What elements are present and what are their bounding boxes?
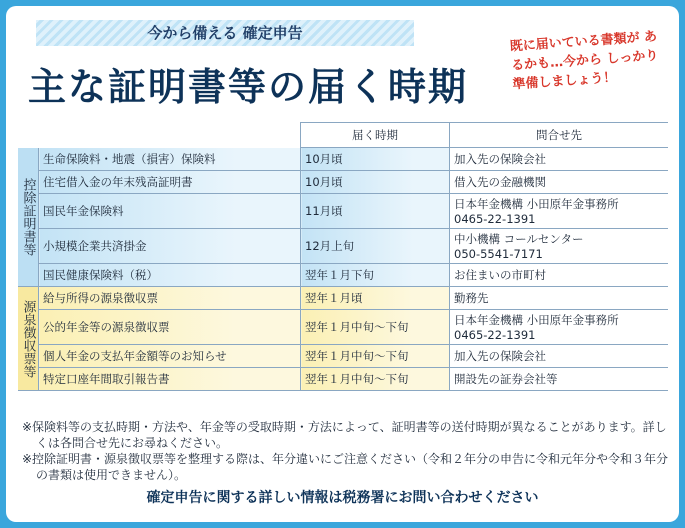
timing-cell: 10月頃 [301, 148, 450, 171]
contact-name: 加入先の保険会社 [454, 152, 546, 166]
timing-cell: 翌年１月中旬～下旬 [301, 345, 450, 368]
table-row [18, 287, 668, 310]
contact-phone: 0465-22-1391 [454, 212, 536, 226]
footnote: ※控除証明書・源泉徴収票等を整理する際は、年分違いにご注意ください（令和２年分の申告に令和元年分や令和３年分の書類は使用できません）。 [22, 452, 669, 482]
contact-name: 加入先の保険会社 [454, 349, 546, 363]
contact-cell [450, 287, 669, 310]
table-row [18, 345, 668, 368]
timing-cell: 10月頃 [301, 171, 450, 194]
contact-cell [450, 171, 669, 194]
contact-cell [450, 229, 669, 264]
item-cell: 特定口座年間取引報告書 [39, 368, 301, 391]
section-label: 源泉徴収票等 [18, 287, 39, 391]
item-cell: 住宅借入金の年末残高証明書 [39, 171, 301, 194]
footnotes [22, 419, 672, 483]
timing-cell: 12月上旬 [301, 229, 450, 264]
subtitle-banner: 今から備える 確定申告 [36, 20, 414, 46]
header-timing: 届く時期 [301, 123, 450, 148]
contact-phone: 0465-22-1391 [454, 328, 536, 342]
contact-cell [450, 148, 669, 171]
schedule-table [18, 122, 668, 391]
table-row [18, 171, 668, 194]
contact-cell [450, 368, 669, 391]
table-row [18, 368, 668, 391]
header-contact: 問合せ先 [450, 123, 669, 148]
timing-cell: 11月頃 [301, 194, 450, 229]
contact-name: 勤務先 [454, 291, 489, 305]
contact-name: 開設先の証券会社等 [454, 372, 558, 386]
table-row [18, 229, 668, 264]
contact-name: 日本年金機構 小田原年金事務所 [454, 313, 619, 327]
item-cell: 生命保険料・地震（損害）保険料 [39, 148, 301, 171]
contact-name: 中小機構 コールセンター [454, 232, 584, 246]
table-row [18, 148, 668, 171]
page-title: 主な証明書等の届く時期 [28, 65, 469, 109]
contact-name: 借入先の金融機関 [454, 175, 546, 189]
table-row [18, 310, 668, 345]
contact-cell [450, 345, 669, 368]
table-row [18, 264, 668, 287]
item-cell: 公的年金等の源泉徴収票 [39, 310, 301, 345]
contact-name: 日本年金機構 小田原年金事務所 [454, 197, 619, 211]
timing-cell: 翌年１月中旬～下旬 [301, 368, 450, 391]
section-withholding [18, 287, 668, 391]
contact-cell [450, 264, 669, 287]
poster [6, 6, 679, 522]
section-label: 控除証明書等 [18, 148, 39, 287]
item-cell: 個人年金の支払年金額等のお知らせ [39, 345, 301, 368]
item-cell: 小規模企業共済掛金 [39, 229, 301, 264]
table-row [18, 194, 668, 229]
timing-cell: 翌年１月中旬～下旬 [301, 310, 450, 345]
header-blank [18, 123, 301, 148]
item-cell: 国民年金保険料 [39, 194, 301, 229]
item-cell: 給与所得の源泉徴収票 [39, 287, 301, 310]
timing-cell: 翌年１月頃 [301, 287, 450, 310]
contact-phone: 050-5541-7171 [454, 247, 543, 261]
footnote: ※保険料等の支払時期・方法や、年金等の受取時期・方法によって、証明書等の送付時期が異なることがあります。詳しくは各問合せ先にお尋ねください。 [22, 420, 667, 450]
contact-name: お住まいの市町村 [454, 268, 546, 282]
item-cell: 国民健康保険料（税） [39, 264, 301, 287]
contact-cell [450, 194, 669, 229]
timing-cell: 翌年１月下旬 [301, 264, 450, 287]
section-deduction [18, 148, 668, 287]
reminder-note: 既に届いている書類が あるかも…今から しっかり準備しましょう！ [509, 29, 659, 93]
contact-banner: 確定申告に関する詳しい情報は税務署にお問い合わせください [146, 490, 539, 506]
contact-cell [450, 310, 669, 345]
